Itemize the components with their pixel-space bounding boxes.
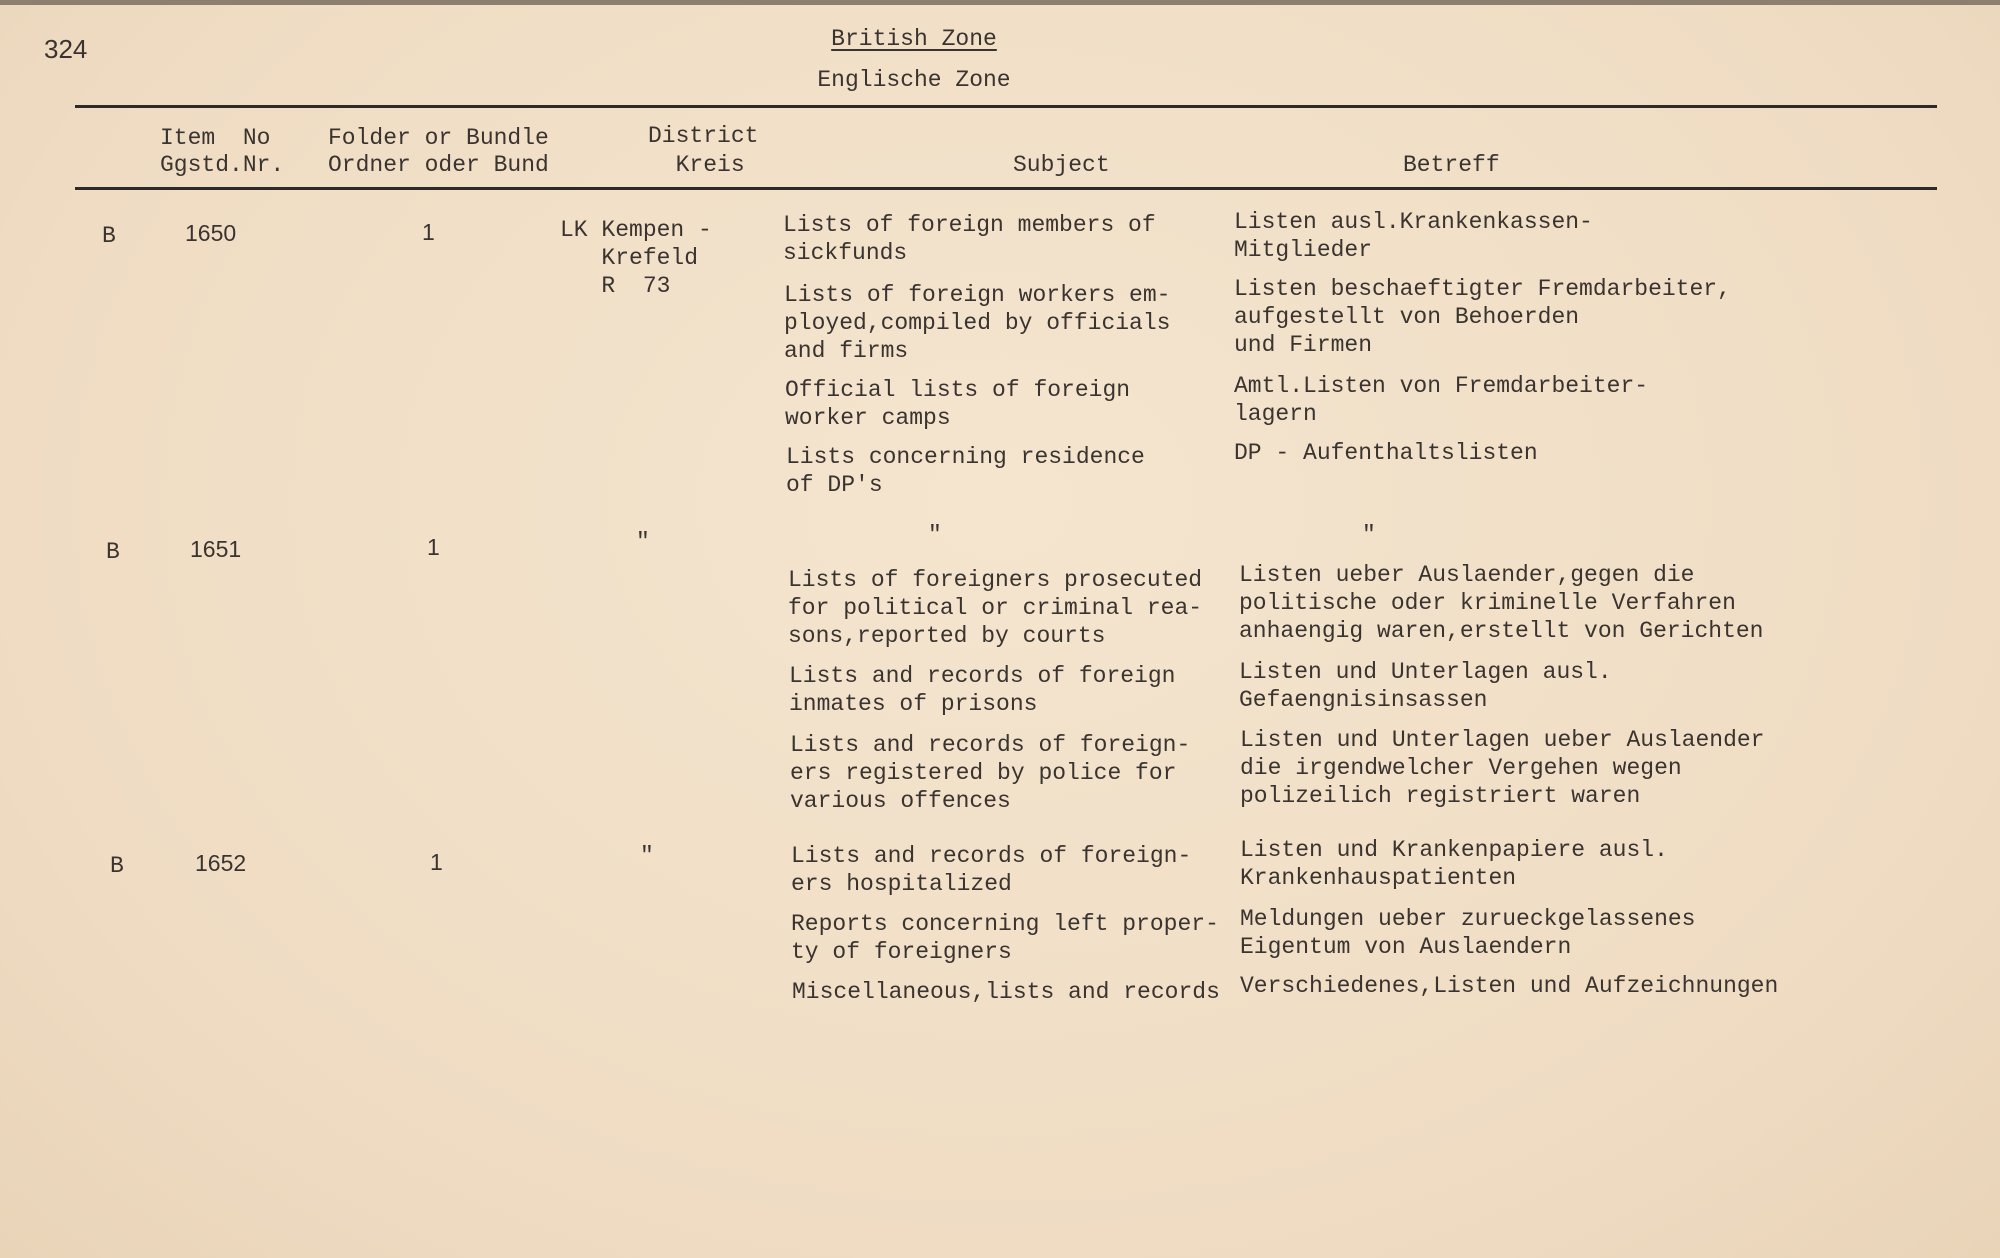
folder-number: 1 <box>430 849 443 875</box>
subject-entry: Lists of foreigners prosecuted for political or criminal rea- sons,reported by courts <box>788 567 1203 649</box>
row-prefix: B <box>106 539 120 565</box>
betreff-entry: Listen und Krankenpapiere ausl. Krankenhauspatienten <box>1240 837 1668 891</box>
betreff-entry: Listen und Unterlagen ausl. Gefaengnisinsassen <box>1239 659 1612 713</box>
folder-number: 1 <box>427 534 440 560</box>
subject-entry: Lists concerning residence of DP's <box>786 444 1145 498</box>
subject-entry: Reports concerning left proper- ty of foreigners <box>791 911 1219 965</box>
item-number: 1652 <box>195 850 247 876</box>
subject-entry: Miscellaneous,lists and records <box>792 979 1220 1005</box>
betreff-entry: Listen beschaeftigter Fremdarbeiter, aufgestellt von Behoerden und Firmen <box>1234 276 1731 358</box>
subject-entry: Lists of foreign members of sickfunds <box>783 212 1156 266</box>
subject-entry: Lists of foreign workers em- ployed,compiled by officials and firms <box>784 282 1171 364</box>
betreff-entry: Listen ausl.Krankenkassen- Mitglieder <box>1234 209 1593 263</box>
page-edge <box>0 0 2000 5</box>
subject-entry: Lists and records of foreign- ers hospitalized <box>791 843 1192 897</box>
header-bottom-rule <box>75 187 1937 190</box>
item-number: 1650 <box>185 220 237 246</box>
header-item-en: Item No <box>160 125 271 151</box>
header-item-de: Ggstd.Nr. <box>160 152 285 178</box>
folder-number: 1 <box>422 219 435 245</box>
header-subject: Subject <box>1013 152 1110 178</box>
subject-entry: Lists and records of foreign inmates of prisons <box>789 663 1176 717</box>
page-number: 324 <box>44 34 88 64</box>
betreff-entry: Meldungen ueber zurueckgelassenes Eigentum von Auslaendern <box>1240 906 1696 960</box>
header-folder-de: Ordner oder Bund <box>328 152 549 178</box>
header-district-en: District <box>648 123 759 149</box>
betreff-entry: Verschiedenes,Listen und Aufzeichnungen <box>1240 973 1779 999</box>
page-title: British Zone <box>831 26 997 52</box>
subject-entry: Official lists of foreign worker camps <box>785 377 1131 431</box>
betreff-entry: DP - Aufenthaltslisten <box>1234 440 1538 466</box>
item-number: 1651 <box>190 536 242 562</box>
page-subtitle: Englische Zone <box>817 67 1011 93</box>
betreff-entry: Listen ueber Auslaender,gegen die politische oder kriminelle Verfahren anhaengig waren,erstellt von Gerichten <box>1239 562 1764 644</box>
district-ditto: " <box>640 843 654 869</box>
district-ditto: " <box>636 529 650 555</box>
subject-ditto: " <box>928 522 942 548</box>
header-top-rule <box>75 105 1937 108</box>
header-district-de: Kreis <box>648 152 745 178</box>
district: LK Kempen - Krefeld R 73 <box>560 217 712 299</box>
betreff-entry: Amtl.Listen von Fremdarbeiter- lagern <box>1234 373 1649 427</box>
row-prefix: B <box>102 223 116 249</box>
header-folder-en: Folder or Bundle <box>328 125 549 151</box>
row-prefix: B <box>110 853 124 879</box>
header-betreff: Betreff <box>1403 152 1500 178</box>
betreff-entry: Listen und Unterlagen ueber Auslaender die irgendwelcher Vergehen wegen polizeilich registriert waren <box>1240 727 1765 809</box>
subject-entry: Lists and records of foreign- ers registered by police for various offences <box>790 732 1191 814</box>
betreff-ditto: " <box>1362 522 1376 548</box>
